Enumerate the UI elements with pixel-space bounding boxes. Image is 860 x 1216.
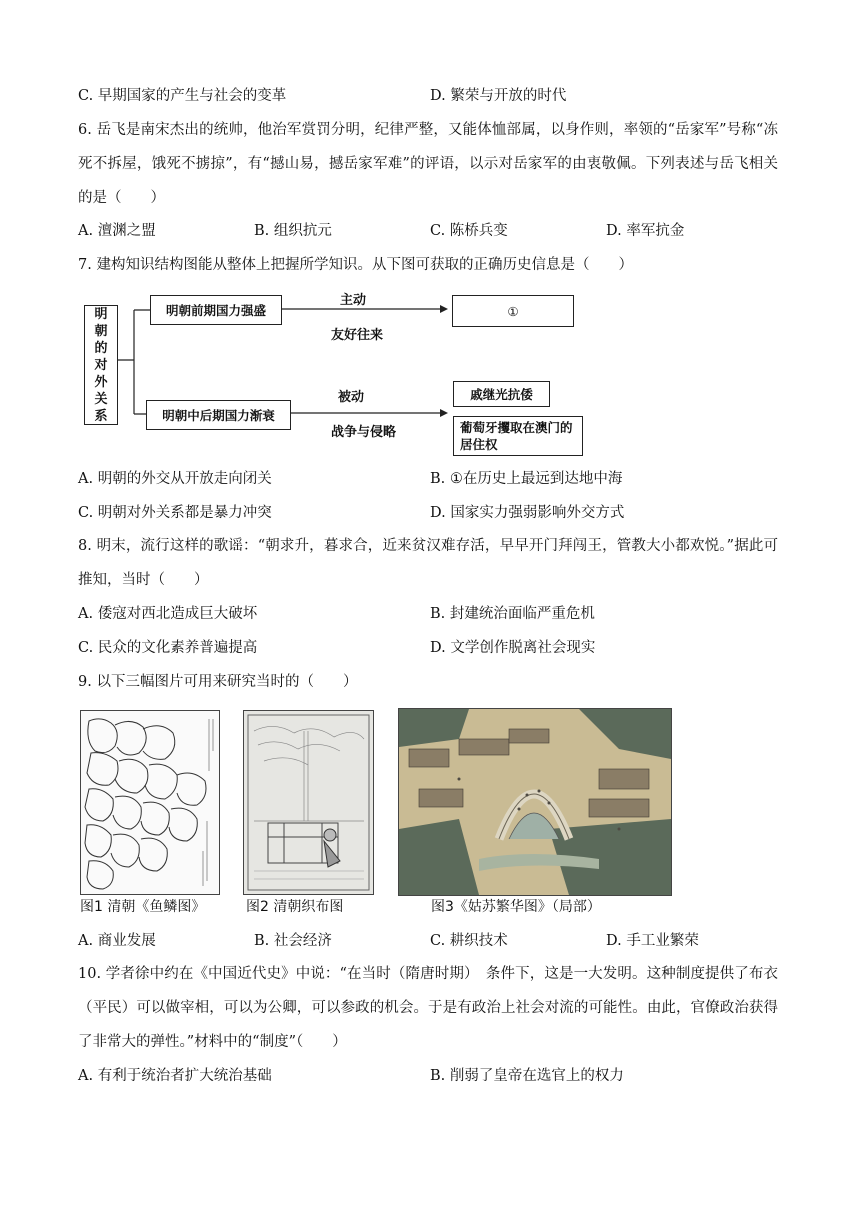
q10-option-b: B. 削弱了皇帝在选官上的权力 — [430, 1068, 624, 1084]
q8-option-b: B. 封建统治面临严重危机 — [430, 606, 595, 622]
bottom-arrow-head — [440, 409, 448, 417]
q10-stem-text: 10. 学者徐中约在《中国近代史》中说：“在当时（隋唐时期） 条件下，这是一大发明。这种制度提供了布衣（平民）可以做宰相，可以为公卿，可以参政的机会。于是有政治上社会对流的可能性。由此，官僚政治获得了非常大的弹性。”材料中的“制度”（ ） — [78, 966, 778, 1050]
gusu-painting-drawing — [399, 709, 671, 895]
q8-option-d: D. 文学创作脱离社会现实 — [430, 640, 596, 656]
q5-option-d: D. 繁荣与开放的时代 — [430, 88, 567, 104]
bottom-result-box-2: 葡萄牙攫取在澳门的居住权 — [453, 416, 583, 456]
q8-option-a: A. 倭寇对西北造成巨大破坏 — [78, 606, 258, 622]
bottom-label-passive: 被动 — [338, 390, 365, 405]
q10-option-a: A. 有利于统治者扩大统治基础 — [78, 1068, 272, 1084]
q7-option-c: C. 明朝对外关系都是暴力冲突 — [78, 505, 272, 521]
top-label-active: 主动 — [340, 293, 367, 308]
figure-3-gusu-painting — [398, 708, 672, 896]
top-label-friendly: 友好往来 — [331, 328, 384, 343]
q6-option-b: B. 组织抗元 — [254, 223, 332, 239]
q7-stem: 7. 建构知识结构图能从整体上把握所学知识。从下图可获取的正确历史信息是（ ） — [78, 257, 633, 273]
q7-option-b: B. ①在历史上最远到达地中海 — [430, 471, 623, 487]
diagram-root-box — [84, 305, 118, 425]
top-arrow-head — [440, 305, 448, 313]
q6-option-a: A. 澶渊之盟 — [78, 223, 156, 239]
figure-1-fish-scale-map — [80, 710, 220, 895]
bottom-cause-box: 明朝中后期国力渐衰 — [146, 400, 291, 430]
q9-option-d: D. 手工业繁荣 — [606, 933, 699, 949]
figure-2-caption: 图2 清朝织布图 — [246, 899, 344, 915]
q9-option-b: B. 社会经济 — [254, 933, 332, 949]
q8-option-c: C. 民众的文化素养普遍提高 — [78, 640, 258, 656]
q9-option-a: A. 商业发展 — [78, 933, 156, 949]
figure-2-weaving-illustration — [243, 710, 374, 895]
q10-stem — [78, 957, 778, 1059]
q9-stem: 9. 以下三幅图片可用来研究当时的（ ） — [78, 674, 358, 690]
q9-option-c: C. 耕织技术 — [430, 933, 508, 949]
q8-stem — [78, 529, 778, 597]
figure-3-caption: 图3《姑苏繁华图》（局部） — [431, 899, 601, 915]
q8-stem-text: 8. 明末，流行这样的歌谣：“朝求升，暮求合，近来贫汉难存活，早早开门拜闯王，管教大小都欢悦。”据此可推知，当时（ ） — [78, 538, 778, 588]
weaving-drawing — [244, 711, 373, 894]
bottom-label-war: 战争与侵略 — [331, 425, 397, 440]
figure-1-caption: 图1 清朝《鱼鳞图》 — [80, 899, 206, 915]
q7-option-a: A. 明朝的外交从开放走向闭关 — [78, 471, 272, 487]
q6-option-d: D. 率军抗金 — [606, 223, 685, 239]
fish-scale-drawing — [81, 711, 219, 894]
top-result-box: ① — [452, 295, 574, 327]
diagram-root-text: 明朝的对外关系 — [94, 306, 108, 424]
q5-option-c: C. 早期国家的产生与社会的变革 — [78, 88, 287, 104]
q6-option-c: C. 陈桥兵变 — [430, 223, 508, 239]
top-cause-box: 明朝前期国力强盛 — [150, 295, 282, 325]
q7-option-d: D. 国家实力强弱影响外交方式 — [430, 505, 625, 521]
bracket-lines — [118, 310, 150, 414]
bottom-result-box-1: 戚继光抗倭 — [453, 381, 550, 407]
diagram-connectors — [0, 0, 860, 470]
q6-stem-text: 6. 岳飞是南宋杰出的统帅，他治军赏罚分明，纪律严整，又能体恤部属，以身作则，率领的“岳家军”号称“冻死不拆屋，饿死不掳掠”，有“撼山易，撼岳家军难”的评语，以示对岳家军的由衷敬佩。下列表述与岳飞相关的是（ ） — [78, 122, 778, 206]
